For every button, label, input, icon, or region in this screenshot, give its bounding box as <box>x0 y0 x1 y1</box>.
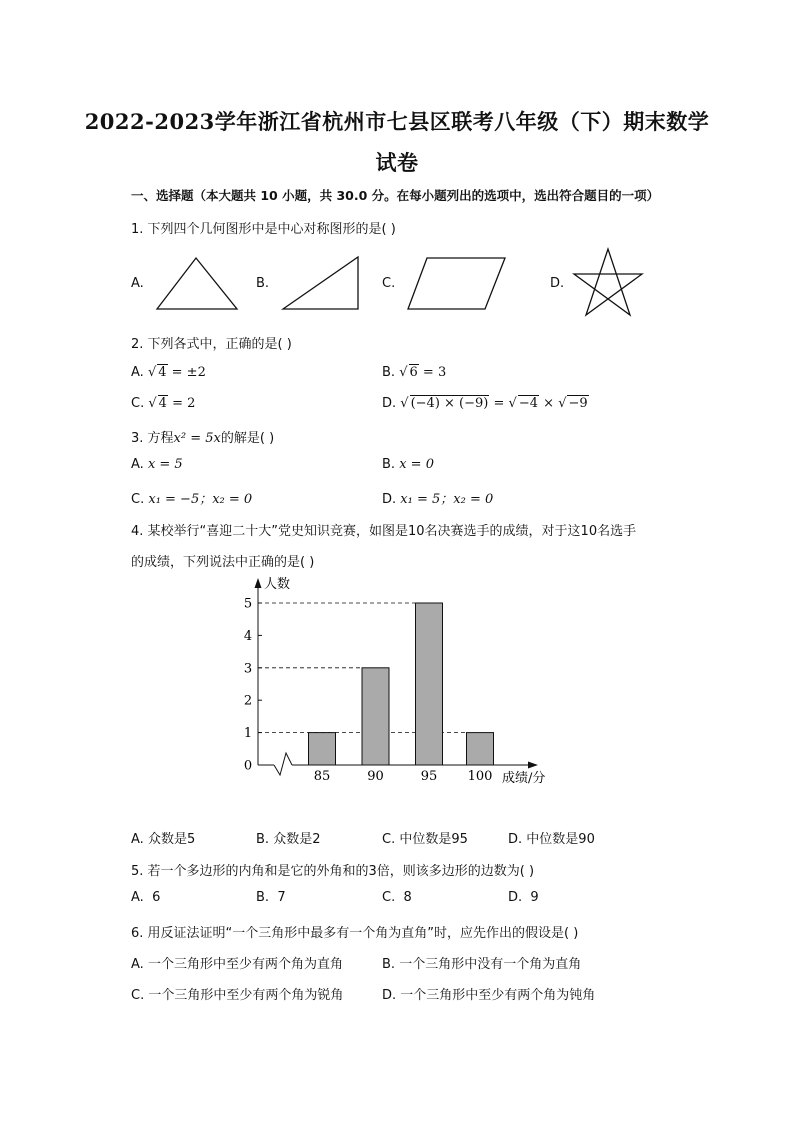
q2-b-rest: = 3 <box>418 365 447 380</box>
chart-bar-90 <box>362 668 389 765</box>
q4-a-text: 众数是5 <box>147 832 196 847</box>
q4-d-label: D. <box>508 832 523 847</box>
chart-xlabel: 成绩/分 <box>502 771 546 786</box>
q6-option-b <box>382 953 581 972</box>
question-4-stem-line2: 的成绩，下列说法中正确的是( ) <box>131 555 315 570</box>
exam-title-line1: 2022-2023学年浙江省杭州市七县区联考八年级（下）期末数学 <box>84 109 710 134</box>
chart-ytick-label: 2 <box>243 693 253 709</box>
q3-stem-post: 的解是( ) <box>220 431 275 446</box>
q4-a-label: A. <box>131 832 144 847</box>
q5-a-label: A. <box>131 890 144 905</box>
question-5-stem: 5. 若一个多边形的内角和是它的外角和的3倍，则该多边形的边数为( ) <box>131 864 535 879</box>
q3-d-label: D. <box>382 492 397 507</box>
chart-ytick-label: 0 <box>243 758 253 774</box>
q2-d-times: × <box>539 396 559 411</box>
q2-c-rest: = 2 <box>167 396 196 411</box>
chart-ytick-label: 1 <box>243 726 253 742</box>
q2-d-radicand-3: −9 <box>568 396 588 411</box>
q5-b-label: B. <box>256 890 270 905</box>
q4-b-label: B. <box>256 832 270 847</box>
q5-a-text: 6 <box>152 890 161 905</box>
chart-labels <box>244 576 546 786</box>
q6-a-text: 一个三角形中至少有两个角为直角 <box>147 957 343 972</box>
q3-b-text: x = 0 <box>399 457 434 472</box>
q4-d-text: 中位数是90 <box>526 832 595 847</box>
q3-stem-pre: 3. 方程 <box>131 431 174 446</box>
q5-option-b <box>256 890 286 905</box>
q2-option-a: A. √ 4 = ±2 <box>131 365 206 380</box>
q6-c-text: 一个三角形中至少有两个角为锐角 <box>148 988 344 1003</box>
q3-d-text: x₁ = 5；x₂ = 0 <box>400 492 494 507</box>
chart-bar-85 <box>309 733 336 765</box>
q2-a-rest: = ±2 <box>167 365 206 380</box>
q2-b-label: B. <box>382 365 396 380</box>
q5-option-d <box>508 890 539 905</box>
q1-label-b: B. <box>256 276 270 291</box>
chart-xtick-label: 85 <box>313 769 331 784</box>
q6-option-a <box>131 953 343 972</box>
q2-option-b: B. √ 6 = 3 <box>382 365 447 380</box>
q4-c-label: C. <box>382 832 396 847</box>
q6-b-text: 一个三角形中没有一个角为直角 <box>399 957 582 972</box>
q4-c-text: 中位数是95 <box>399 832 468 847</box>
q2-d-mid: = <box>489 396 509 411</box>
section-heading: 一、选择题（本大题共 10 小题，共 30.0 分。在每小题列出的选项中，选出符合题目的一项） <box>131 188 660 203</box>
q2-a-label: A. <box>131 365 144 380</box>
q5-c-text: 8 <box>403 890 412 905</box>
q3-a-label: A. <box>131 457 144 472</box>
q4-option-d <box>508 828 595 847</box>
q2-a-radicand: 4 <box>158 365 167 380</box>
chart-bar-100 <box>467 733 494 765</box>
q4-option-a <box>131 828 195 847</box>
q6-b-label: B. <box>382 957 396 972</box>
q3-c-label: C. <box>131 492 145 507</box>
q4-option-b <box>256 828 320 847</box>
question-2-stem: 2. 下列各式中，正确的是( ) <box>131 337 292 352</box>
question-1-stem: 1. 下列四个几何图形中是中心对称图形的是( ) <box>131 222 396 237</box>
q3-c-text: x₁ = −5；x₂ = 0 <box>148 492 253 507</box>
q6-option-d <box>382 984 595 1003</box>
q3-a-text: x = 5 <box>147 457 183 472</box>
chart-ylabel: 人数 <box>264 577 291 592</box>
q5-option-a <box>131 890 160 905</box>
exam-title-line2: 试卷 <box>375 150 419 175</box>
chart-xtick-label: 90 <box>367 769 384 784</box>
chart-ytick-label: 4 <box>243 628 253 644</box>
q1-label-a: A. <box>131 276 144 291</box>
q6-option-c <box>131 984 343 1003</box>
chart-axes <box>255 578 539 775</box>
q2-d-radicand-1: (−4) × (−9) <box>410 396 489 411</box>
chart-xtick-label: 100 <box>467 769 493 784</box>
q2-c-label: C. <box>131 396 145 411</box>
chart-ytick-label: 5 <box>243 596 253 612</box>
q3-b-label: B. <box>382 457 396 472</box>
chart-bar-95 <box>416 603 443 765</box>
q2-c-radicand: 4 <box>158 396 167 411</box>
q2-option-c: C. √ 4 = 2 <box>131 396 196 411</box>
q2-d-label: D. <box>382 396 397 411</box>
q3-stem-equation: x² = 5x <box>173 431 221 446</box>
chart-ytick-label: 3 <box>243 661 253 677</box>
q2-d-radicand-2: −4 <box>518 396 539 411</box>
question-6-stem: 6. 用反证法证明“一个三角形中最多有一个角为直角”时，应先作出的假设是( ) <box>131 926 579 941</box>
q6-c-label: C. <box>131 988 145 1003</box>
question-4-stem-line1: 4. 某校举行“喜迎二十大”党史知识竞赛，如图是10名决赛选手的成绩，对于这10名选手 <box>131 524 637 539</box>
q5-c-label: C. <box>382 890 396 905</box>
q6-d-label: D. <box>382 988 397 1003</box>
chart-xtick-label: 95 <box>420 769 438 784</box>
q4-option-c <box>382 828 468 847</box>
q2-b-radicand: 6 <box>409 365 418 380</box>
q2-option-d: D. √ (−4) × (−9) = √ −4 × √ −9 <box>382 396 588 411</box>
q4-b-text: 众数是2 <box>273 832 321 847</box>
q1-label-d: D. <box>550 276 565 291</box>
q5-option-c <box>382 890 412 905</box>
q5-d-text: 9 <box>530 890 539 905</box>
q6-a-label: A. <box>131 957 144 972</box>
q6-d-text: 一个三角形中至少有两个角为钝角 <box>400 988 596 1003</box>
q1-label-c: C. <box>382 276 396 291</box>
q5-b-text: 7 <box>277 890 286 905</box>
chart-bars <box>309 603 494 765</box>
q5-d-label: D. <box>508 890 523 905</box>
